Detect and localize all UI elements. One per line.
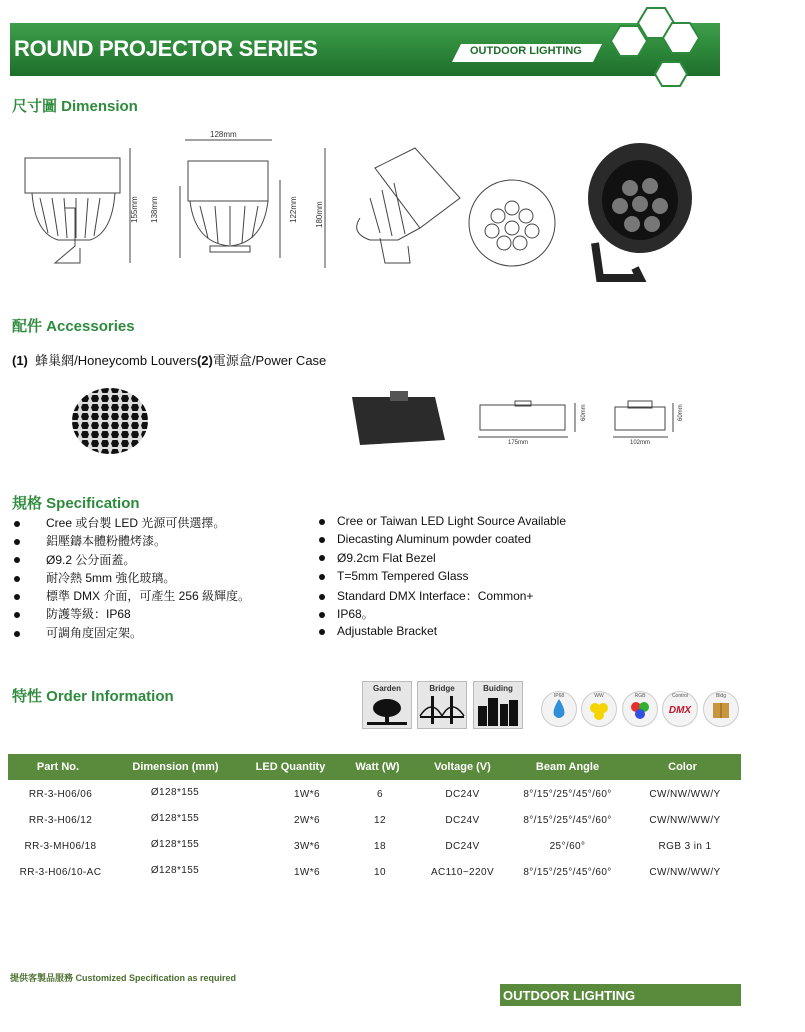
- cell-voltage: AC110~220V: [430, 867, 495, 878]
- cell-voltage: DC24V: [445, 841, 480, 852]
- footer-note: 提供客製品服務 Customized Specification as required: [10, 973, 237, 983]
- accessory-honeycomb: 蜂巢網/Honeycomb Louvers: [35, 353, 197, 368]
- spec-list-en: [319, 514, 566, 642]
- spec-en-item: IP68。: [319, 605, 566, 623]
- power-case-length-label: 175mm: [508, 440, 529, 446]
- cell-color: RGB 3 in 1: [658, 841, 712, 852]
- rgb-led-icon: RGB: [622, 691, 658, 727]
- honeycomb-louver-image: [72, 388, 148, 454]
- spec-zh-item: 鋁壓鑄本體粉體烤漆。: [14, 532, 250, 550]
- cell-dimension: Ø128*155: [150, 813, 200, 824]
- dimension-heading: 尺寸圖 Dimension: [12, 98, 138, 115]
- accessories-heading: 配件 Accessories: [12, 318, 135, 335]
- col-watt: Watt (W): [355, 761, 400, 773]
- power-case-drawings: [478, 401, 673, 437]
- spec-zh-item: 可調角度固定架。: [14, 624, 250, 642]
- cell-beam-angle: 8°/15°/25°/45°/60°: [523, 867, 612, 878]
- footer-title: OUTDOOR LIGHTING: [503, 988, 636, 1003]
- power-case-height2-label: 60mm: [678, 404, 684, 421]
- spec-en-item: Ø9.2cm Flat Bezel: [319, 551, 566, 569]
- col-beam-angle: Beam Angle: [535, 761, 600, 773]
- cell-beam-angle: 25°/60°: [549, 841, 586, 852]
- cell-beam-angle: 8°/15°/25°/45°/60°: [523, 815, 612, 826]
- dim-label-width: 128mm: [210, 130, 237, 139]
- cell-led-quantity: 3W*6: [293, 841, 321, 852]
- spec-en-item: T=5mm Tempered Glass: [319, 569, 566, 587]
- power-case-width-label: 102mm: [630, 440, 651, 446]
- cell-color: CW/NW/WW/Y: [649, 789, 721, 800]
- cell-part-no: RR-3-MH06/18: [24, 841, 97, 852]
- accessories-line: [12, 350, 326, 369]
- cell-led-quantity: 1W*6: [293, 867, 321, 878]
- cell-color: CW/NW/WW/Y: [649, 867, 721, 878]
- col-part-no: Part No.: [36, 761, 80, 773]
- page-title: ROUND PROJECTOR SERIES: [14, 36, 318, 61]
- dim-label-height4: 180mm: [315, 201, 324, 228]
- building-application-icon: Buiding: [473, 681, 523, 729]
- power-case-photo: [352, 391, 445, 445]
- spec-en-item: Adjustable Bracket: [319, 624, 566, 642]
- cell-voltage: DC24V: [445, 815, 480, 826]
- col-dimension: Dimension (mm): [132, 761, 219, 773]
- warm-white-led-icon: WW: [581, 691, 617, 727]
- accessory-number-1: (1): [12, 353, 28, 368]
- product-photo: [588, 143, 692, 278]
- cell-dimension: Ø128*155: [150, 865, 200, 876]
- dim-label-height1: 155mm: [130, 196, 139, 223]
- header-tag: OUTDOOR LIGHTING: [470, 45, 582, 57]
- dim-label-height2: 138mm: [150, 196, 159, 223]
- cell-voltage: DC24V: [445, 789, 480, 800]
- col-led-quantity: LED Quantity: [255, 761, 326, 773]
- accessory-number-2: (2): [196, 353, 213, 368]
- order-heading: 特性 Order Information: [12, 688, 174, 705]
- cell-beam-angle: 8°/15°/25°/45°/60°: [523, 789, 612, 800]
- cell-part-no: RR-3-H06/10-AC: [19, 867, 102, 878]
- cell-watt: 6: [377, 789, 383, 800]
- cell-watt: 12: [374, 815, 386, 826]
- power-case-height-label: 60mm: [581, 404, 587, 421]
- accessories-drawings: [60, 385, 720, 455]
- hexagon-decoration: [600, 2, 710, 88]
- cell-color: CW/NW/WW/Y: [649, 815, 721, 826]
- accessory-power-case: 電源盒/Power Case: [212, 353, 327, 368]
- specification-heading: 規格 Specification: [12, 495, 140, 512]
- garden-application-icon: Garden: [362, 681, 412, 729]
- bridge-application-icon: Bridge: [417, 681, 467, 729]
- spec-en-item: Diecasting Aluminum powder coated: [319, 532, 566, 550]
- cell-part-no: RR-3-H06/12: [28, 815, 93, 826]
- dmx-control-icon: Control DMX: [662, 691, 698, 727]
- cell-led-quantity: 2W*6: [293, 815, 321, 826]
- ip68-waterproof-icon: IP68: [541, 691, 577, 727]
- spec-zh-item: 耐冷熱 5mm 強化玻璃。: [14, 569, 250, 587]
- spec-zh-item: 標準 DMX 介面，可產生 256 級輝度。: [14, 587, 250, 605]
- dmx-label: DMX: [668, 705, 692, 716]
- cell-dimension: Ø128*155: [150, 787, 200, 798]
- spec-zh-item: 防護等級：IP68: [14, 605, 250, 623]
- col-color: Color: [668, 761, 697, 773]
- spec-en-item: Standard DMX Interface：Common+: [319, 587, 566, 605]
- spec-list-zh: [14, 514, 250, 642]
- cell-dimension: Ø128*155: [150, 839, 200, 850]
- cell-watt: 18: [374, 841, 386, 852]
- dimension-drawings: [20, 128, 740, 293]
- cell-led-quantity: 1W*6: [293, 789, 321, 800]
- dim-label-height3: 122mm: [289, 196, 298, 223]
- col-voltage: Voltage (V): [434, 761, 491, 773]
- cell-part-no: RR-3-H06/06: [28, 789, 93, 800]
- box-package-icon: Bldg: [703, 691, 739, 727]
- cell-watt: 10: [374, 867, 386, 878]
- spec-zh-item: Ø9.2 公分面蓋。: [14, 551, 250, 569]
- spec-en-item: Cree or Taiwan LED Light Source Available: [319, 514, 566, 532]
- spec-zh-item: Cree 或台製 LED 光源可供選擇。: [14, 514, 250, 532]
